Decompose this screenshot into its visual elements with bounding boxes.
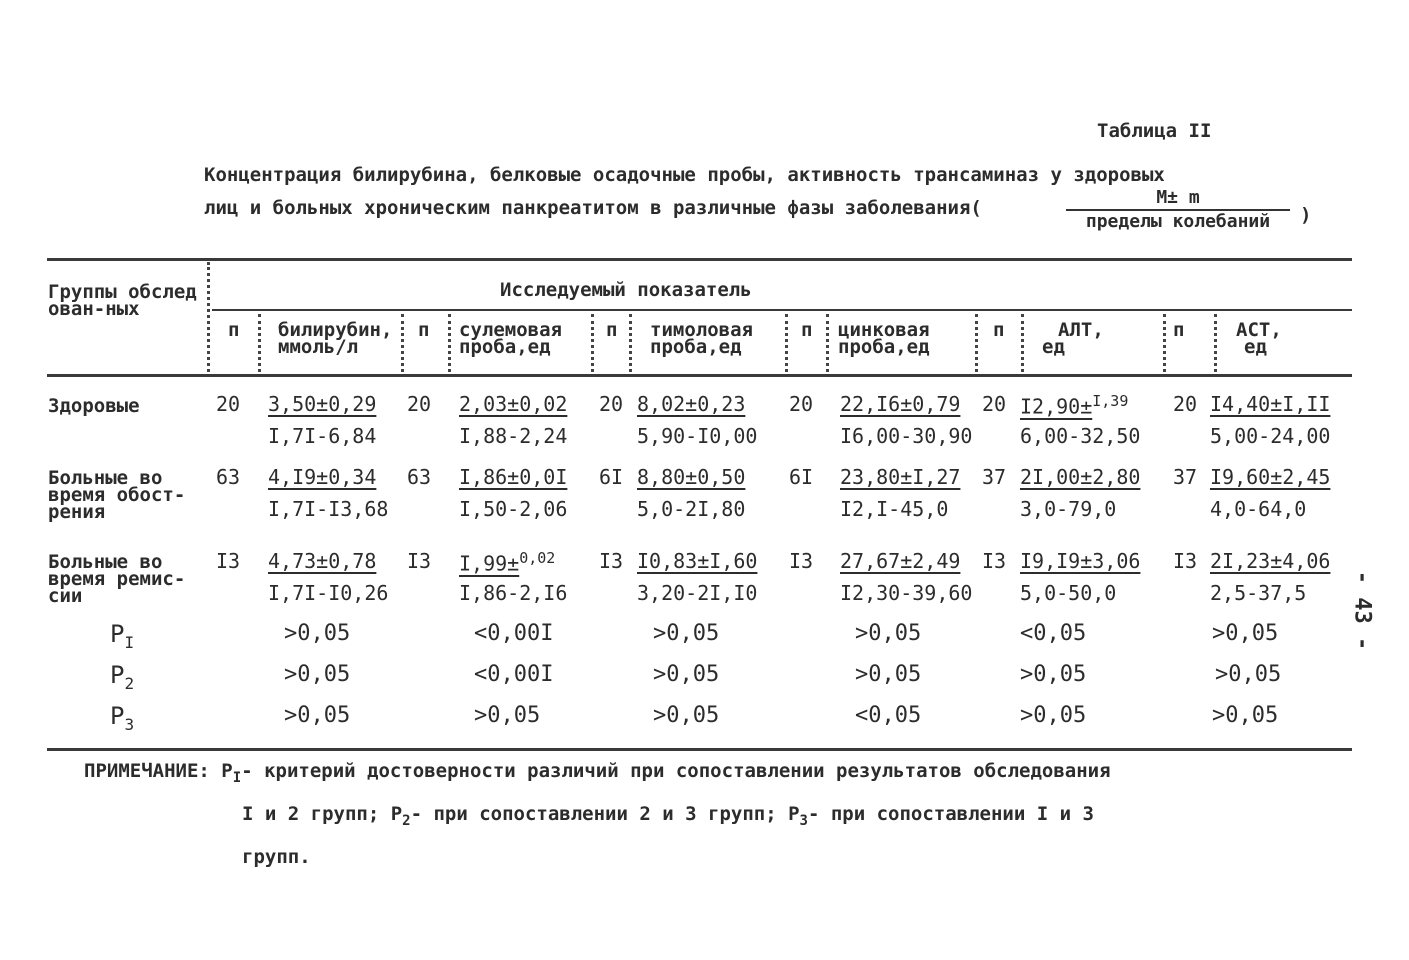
col-separator-7 xyxy=(826,314,829,372)
mean-value: I4,40±I,II xyxy=(1210,392,1331,416)
n-cell: 20 xyxy=(216,392,241,416)
range-cell: I6,00-30,90 xyxy=(840,424,973,448)
n-cell: 6I xyxy=(599,465,624,489)
mean-cell xyxy=(268,392,376,416)
col-header-4-l1: цинковая xyxy=(838,319,930,341)
n-cell: 37 xyxy=(1173,465,1198,489)
indicator-rule xyxy=(212,309,1352,311)
p2-label xyxy=(110,661,134,693)
col-header-6-l2: ед xyxy=(1244,336,1267,358)
table-top-rule xyxy=(47,258,1352,261)
col-header-1-l1: билирубин, xyxy=(278,319,393,341)
n-cell: 20 xyxy=(599,392,624,416)
p-value: >0,05 xyxy=(653,621,720,646)
col-header-6 xyxy=(1236,319,1282,358)
col-header-4-l2: проба,ед xyxy=(838,336,930,358)
page-number: - 43 - xyxy=(1349,570,1375,651)
n-header-2: п xyxy=(418,319,430,341)
title-paren-open: ( xyxy=(970,197,982,219)
p-subscript: I xyxy=(124,632,135,652)
mean-value: 3,50±0,29 xyxy=(268,392,377,416)
range-cell: 2,5-37,5 xyxy=(1210,581,1307,605)
p-value: >0,05 xyxy=(1212,703,1279,728)
range-cell: I,88-2,24 xyxy=(459,424,568,448)
p-value: <0,00I xyxy=(474,621,554,646)
table-title-line-2 xyxy=(204,193,982,223)
p-letter: P xyxy=(110,702,125,730)
n-cell: I3 xyxy=(1173,549,1198,573)
p-value: >0,05 xyxy=(1212,621,1279,646)
mean-cell xyxy=(1210,465,1330,489)
range-cell: I2,30-39,60 xyxy=(840,581,973,605)
n-header-5: п xyxy=(993,319,1005,341)
col-separator-6 xyxy=(785,314,788,372)
p-value: <0,05 xyxy=(1020,621,1087,646)
mean-value: I,99± xyxy=(459,551,520,576)
mean-cell xyxy=(459,549,555,576)
mean-cell xyxy=(637,392,745,416)
note-p-letter: P xyxy=(221,760,233,782)
p-value: >0,05 xyxy=(855,662,922,687)
mean-value: 2I,23±4,06 xyxy=(1210,549,1331,573)
p-value: >0,05 xyxy=(284,703,351,728)
col-separator-8 xyxy=(975,314,978,372)
mean-value: I,86±0,0I xyxy=(459,465,568,489)
n-cell: 63 xyxy=(216,465,241,489)
row-label-remission: Больные во время ремис-сии xyxy=(48,551,186,607)
col-header-6-l1: АСТ, xyxy=(1236,319,1282,341)
mean-cell xyxy=(637,549,757,573)
mean-value: 8,80±0,50 xyxy=(637,465,746,489)
title-fraction xyxy=(1066,188,1290,233)
note-text: - критерий достоверности различий при сопоставлении результатов обследования xyxy=(241,760,1111,782)
n-header-1: п xyxy=(228,319,240,341)
mean-value: I0,83±I,60 xyxy=(637,549,758,573)
col-separator-10 xyxy=(1163,314,1166,372)
mean-cell xyxy=(1020,392,1128,419)
n-header-6: п xyxy=(1173,319,1185,341)
n-cell: 6I xyxy=(789,465,814,489)
mean-cell xyxy=(459,465,567,489)
groups-header: Группы обследован-ных xyxy=(48,281,197,320)
n-cell: I3 xyxy=(407,549,432,573)
p3-label xyxy=(110,702,134,734)
row-label-exacerbation: Больные во время обост-рения xyxy=(48,467,186,523)
p-value: <0,00I xyxy=(474,662,554,687)
title-line-2-text: лиц и больных хроническим панкреатитом в различные фазы заболевания xyxy=(204,197,971,219)
range-cell: I,7I-I3,68 xyxy=(268,497,389,521)
range-cell: 5,00-24,00 xyxy=(1210,424,1331,448)
col-header-2-l1: сулемовая xyxy=(459,319,562,341)
p-subscript: 2 xyxy=(124,673,135,693)
fraction-numerator: M± m xyxy=(1066,188,1290,211)
table-title-line-1: Концентрация билирубина, белковые осадочные пробы, активность трансаминаз у здоровых xyxy=(204,164,1165,186)
range-cell: I,7I-I0,26 xyxy=(268,581,389,605)
col-separator-9 xyxy=(1021,314,1024,372)
mean-cell xyxy=(840,392,960,416)
range-cell: I,86-2,I6 xyxy=(459,581,568,605)
p-letter: P xyxy=(110,620,125,648)
range-cell: 5,90-I0,00 xyxy=(637,424,758,448)
range-cell: 4,0-64,0 xyxy=(1210,497,1307,521)
mean-value: I9,I9±3,06 xyxy=(1020,549,1141,573)
col-header-3 xyxy=(650,319,753,358)
table-bottom-rule xyxy=(47,748,1352,751)
p-value: >0,05 xyxy=(653,703,720,728)
n-cell: 20 xyxy=(982,392,1007,416)
col-header-2-l2: проба,ед xyxy=(459,336,551,358)
table-caption: Таблица II xyxy=(1097,120,1212,142)
note-line-3: групп. xyxy=(242,846,311,868)
range-cell: 3,0-79,0 xyxy=(1020,497,1117,521)
mean-value: 2I,00±2,80 xyxy=(1020,465,1141,489)
range-cell: 5,0-50,0 xyxy=(1020,581,1117,605)
n-cell: I3 xyxy=(789,549,814,573)
note-text: - при сопоставлении I и 3 xyxy=(807,803,1094,825)
mean-cell xyxy=(1020,549,1140,573)
n-header-4: п xyxy=(801,319,813,341)
mean-value: 23,80±I,27 xyxy=(840,465,961,489)
col-separator-5 xyxy=(629,314,632,372)
p-value: >0,05 xyxy=(1020,703,1087,728)
groups-separator xyxy=(207,262,210,372)
n-cell: 20 xyxy=(789,392,814,416)
note-text: - при сопоставлении 2 и 3 групп; P xyxy=(410,803,800,825)
p-value: <0,05 xyxy=(855,703,922,728)
mean-cell xyxy=(459,392,567,416)
note-text: I и 2 групп; P xyxy=(242,803,403,825)
col-header-1 xyxy=(278,319,393,358)
p-value: >0,05 xyxy=(284,662,351,687)
mean-cell xyxy=(268,549,376,573)
col-separator-4 xyxy=(591,314,594,372)
note-p-subscript: 3 xyxy=(799,812,808,829)
mean-cell xyxy=(1210,392,1330,416)
header-bottom-rule xyxy=(47,374,1352,377)
p-value: >0,05 xyxy=(653,662,720,687)
col-header-3-l2: проба,ед xyxy=(650,336,742,358)
n-cell: I3 xyxy=(599,549,624,573)
range-cell: 6,00-32,50 xyxy=(1020,424,1141,448)
mean-cell xyxy=(268,465,376,489)
range-cell: I2,I-45,0 xyxy=(840,497,949,521)
p-subscript: 3 xyxy=(124,714,135,734)
col-separator-3 xyxy=(448,314,451,372)
col-header-3-l1: тимоловая xyxy=(650,319,753,341)
p1-label xyxy=(110,620,134,652)
mean-value: 4,73±0,78 xyxy=(268,549,377,573)
col-header-2 xyxy=(459,319,562,358)
fraction-denominator: пределы колебаний xyxy=(1085,211,1271,232)
mean-value: 4,I9±0,34 xyxy=(268,465,377,489)
n-cell: 63 xyxy=(407,465,432,489)
p-value: >0,05 xyxy=(1215,662,1282,687)
n-cell: I3 xyxy=(216,549,241,573)
mean-value: 27,67±2,49 xyxy=(840,549,961,573)
note-p-subscript: 2 xyxy=(402,812,411,829)
p-value: >0,05 xyxy=(284,621,351,646)
indicator-header: Исследуемый показатель xyxy=(500,279,752,301)
n-header-3: п xyxy=(606,319,618,341)
col-separator-11 xyxy=(1214,314,1217,372)
col-separator-1 xyxy=(258,314,261,372)
mean-cell xyxy=(840,465,960,489)
note-p-subscript: I xyxy=(232,769,242,786)
note-line-1 xyxy=(84,760,1111,786)
note-line-2 xyxy=(242,803,1094,829)
p-letter: P xyxy=(110,661,125,689)
mean-value: I2,90± xyxy=(1020,394,1093,419)
mean-value: 22,I6±0,79 xyxy=(840,392,961,416)
col-separator-2 xyxy=(401,314,404,372)
col-header-5-l1: АЛТ, xyxy=(1058,319,1104,341)
mean-cell xyxy=(637,465,745,489)
p-value: >0,05 xyxy=(1020,662,1087,687)
range-cell: I,7I-6,84 xyxy=(268,424,377,448)
mean-cell xyxy=(840,549,960,573)
n-cell: 37 xyxy=(982,465,1007,489)
n-cell: I3 xyxy=(982,549,1007,573)
mean-cell xyxy=(1210,549,1330,573)
row-label-healthy: Здоровые xyxy=(48,395,140,417)
mean-value: 2,03±0,02 xyxy=(459,392,568,416)
n-cell: 20 xyxy=(1173,392,1198,416)
mean-cell xyxy=(1020,465,1140,489)
p-value: >0,05 xyxy=(474,703,541,728)
mean-value: 8,02±0,23 xyxy=(637,392,746,416)
col-header-5-l2: ед xyxy=(1042,336,1065,358)
mean-value: I9,60±2,45 xyxy=(1210,465,1331,489)
col-header-4 xyxy=(838,319,930,358)
range-cell: 3,20-2I,I0 xyxy=(637,581,758,605)
mean-superscript: I,39 xyxy=(1092,392,1129,410)
p-value: >0,05 xyxy=(855,621,922,646)
n-cell: 20 xyxy=(407,392,432,416)
col-header-5 xyxy=(1042,319,1104,358)
range-cell: I,50-2,06 xyxy=(459,497,568,521)
col-header-1-l2: ммоль/л xyxy=(278,336,359,358)
note-head: ПРИМЕЧАНИЕ: xyxy=(84,760,210,782)
mean-superscript: 0,02 xyxy=(519,549,556,567)
title-paren-close: ) xyxy=(1300,204,1312,226)
range-cell: 5,0-2I,80 xyxy=(637,497,746,521)
